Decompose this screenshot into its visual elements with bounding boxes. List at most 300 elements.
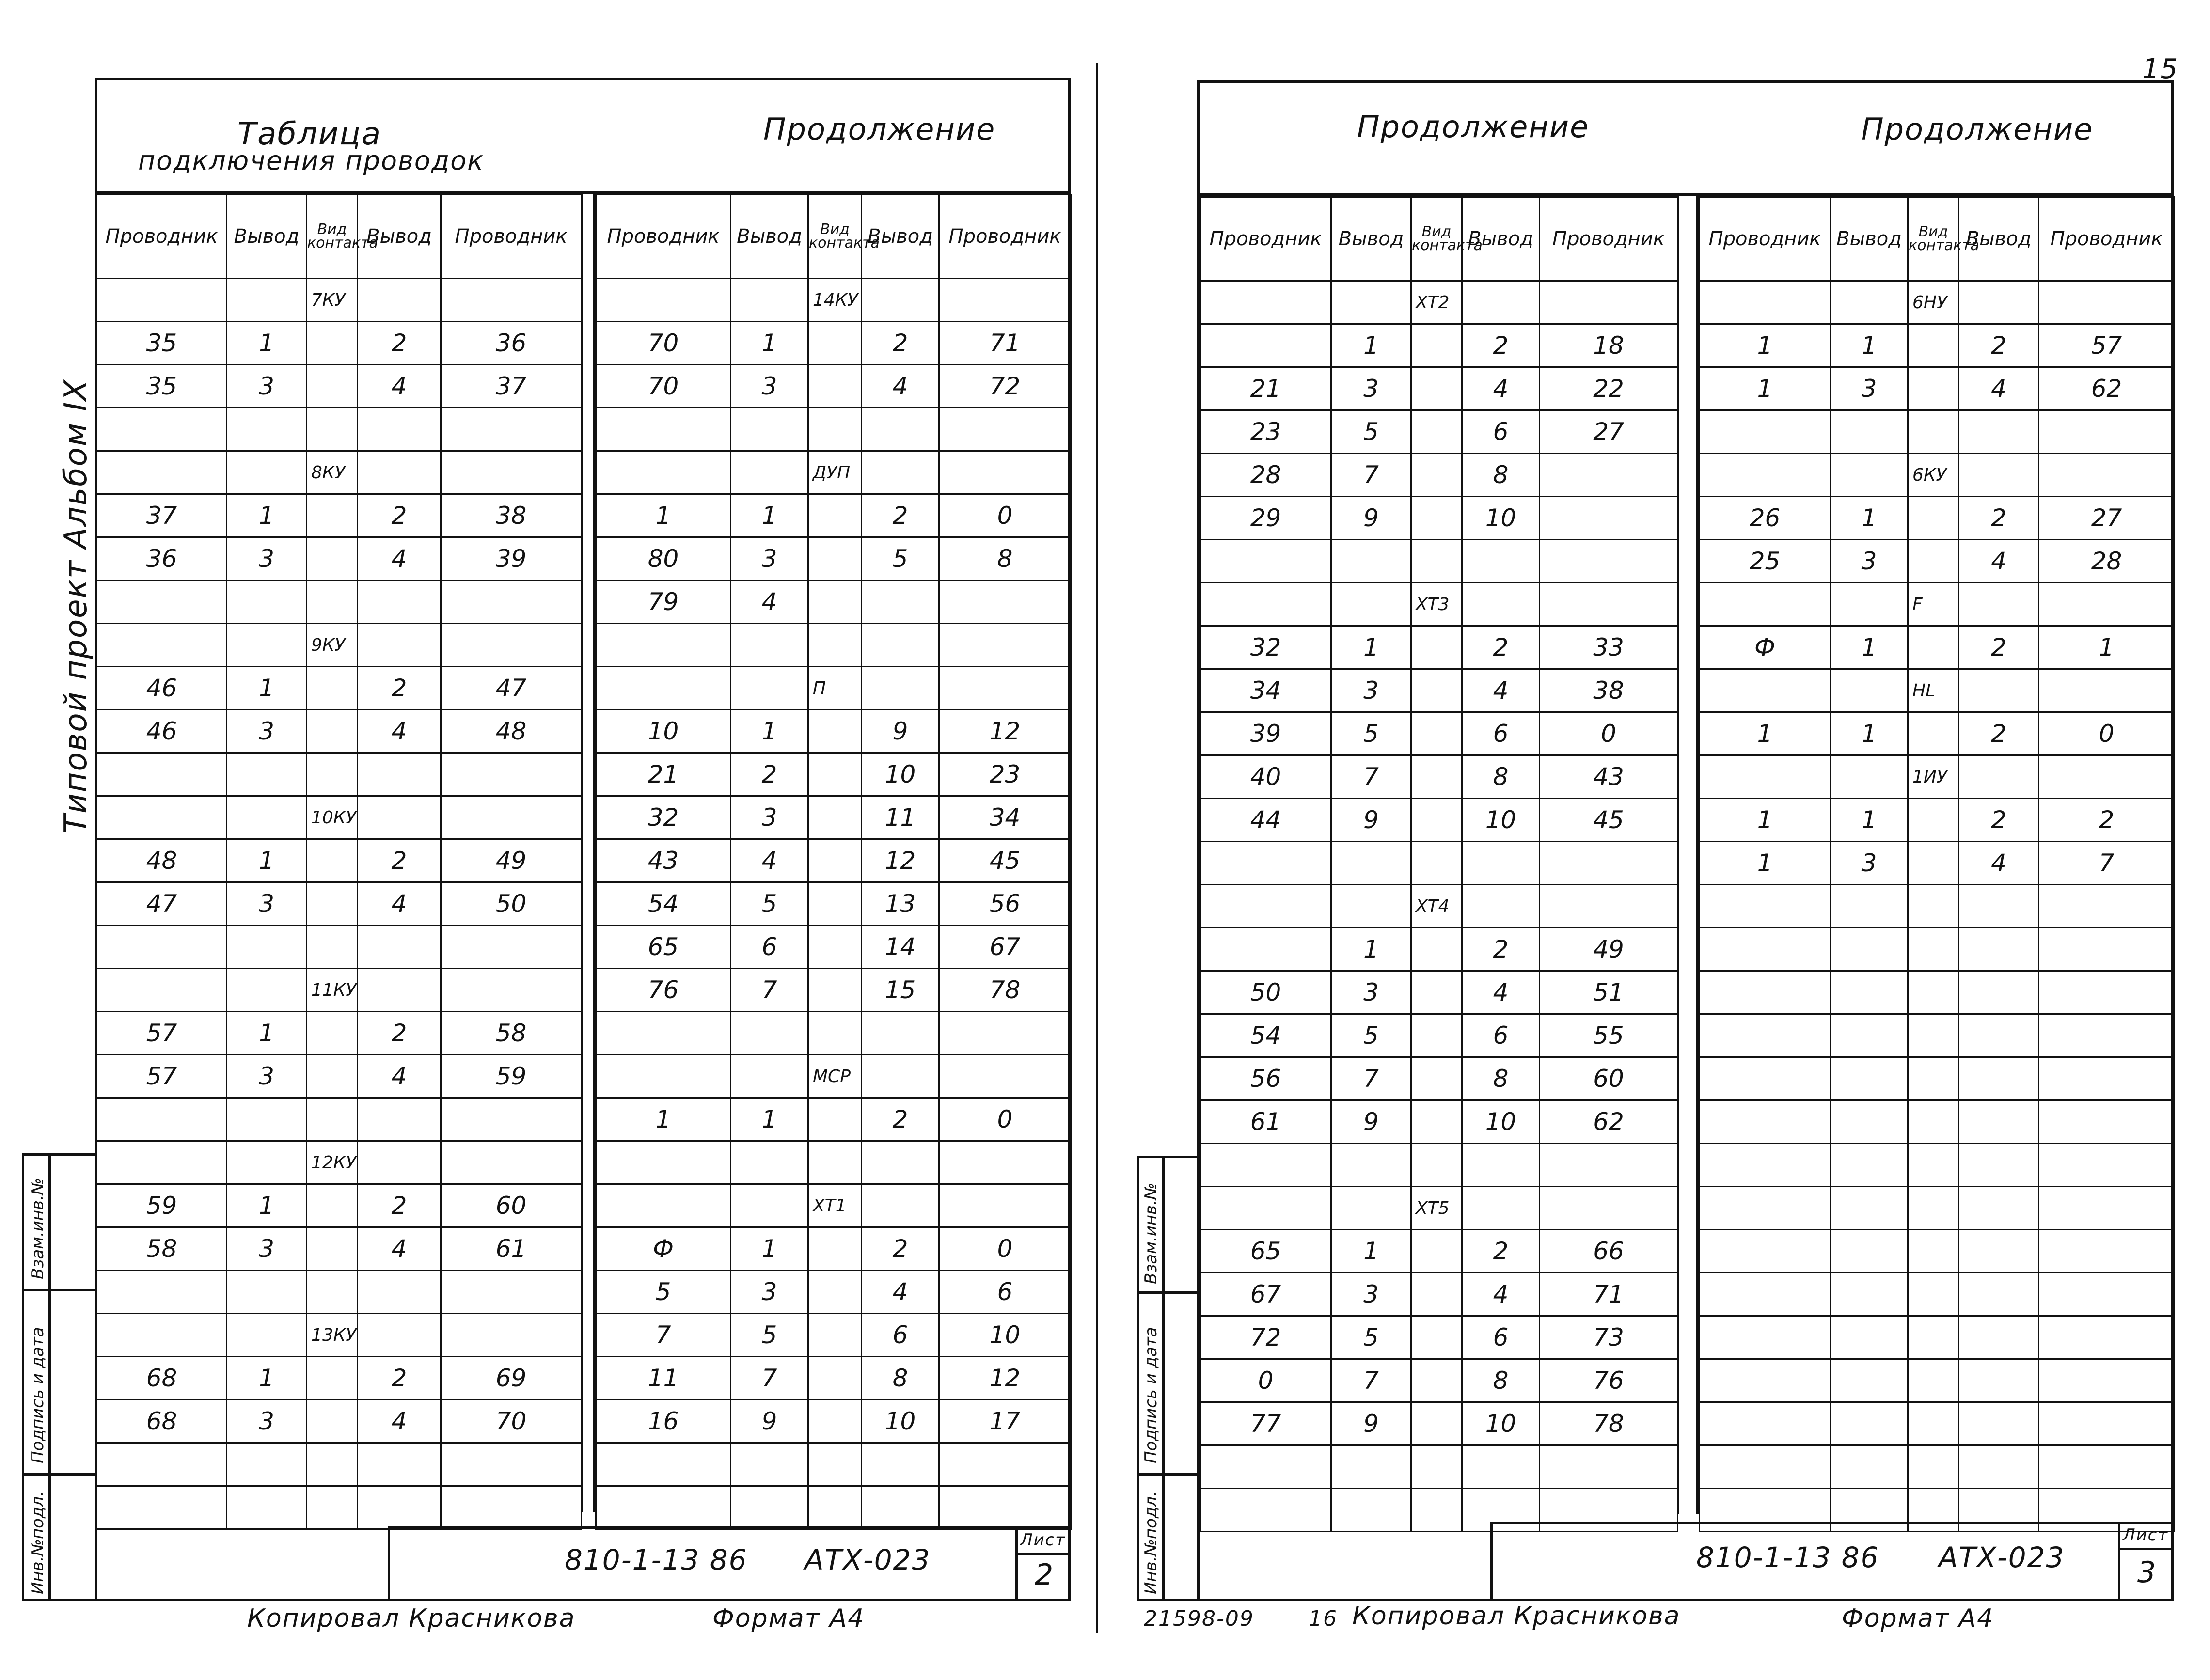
cell-pin-in: 9 — [731, 1400, 808, 1443]
cell-conductor-in: Ф — [596, 1227, 731, 1271]
cell-pin-in — [1831, 583, 1908, 626]
header-pin-in: Вывод — [1331, 197, 1411, 281]
table-row — [596, 1486, 1071, 1529]
table-row — [596, 365, 1071, 408]
table-row — [1700, 971, 2175, 1014]
cell-conductor-in: 1 — [1700, 324, 1831, 367]
cell-pin-out: 12 — [862, 839, 939, 882]
cell-pin-out — [1462, 281, 1540, 324]
cell-pin-in: 1 — [1831, 712, 1908, 755]
cell-conductor-out — [2039, 755, 2175, 799]
cell-pin-out: 4 — [358, 882, 441, 926]
left-margin-inv-no: Инв.№подл. — [28, 1491, 47, 1594]
cell-pin-out: 2 — [1959, 799, 2039, 842]
table-row — [1200, 1359, 1678, 1402]
cell-device — [307, 753, 358, 796]
table-row — [97, 753, 582, 796]
cell-pin-in — [1331, 540, 1411, 583]
cell-pin-out: 2 — [1959, 497, 2039, 540]
table-row — [596, 1443, 1071, 1486]
cell-device — [1908, 410, 1959, 454]
cell-conductor-in: 16 — [596, 1400, 731, 1443]
cell-conductor-in — [1200, 1445, 1331, 1489]
cell-conductor-in — [1200, 540, 1331, 583]
cell-pin-in: 3 — [731, 1271, 808, 1314]
cell-pin-in — [731, 1184, 808, 1227]
header-conductor-in: Проводник — [97, 195, 227, 279]
cell-conductor-out: 56 — [939, 882, 1071, 926]
cell-pin-in: 3 — [1331, 367, 1411, 410]
cell-pin-out: 8 — [1462, 1057, 1540, 1100]
cell-pin-out — [1959, 454, 2039, 497]
table-row — [1700, 669, 2175, 712]
cell-pin-in: 3 — [731, 796, 808, 839]
header-device: Вид контакта — [1908, 197, 1959, 281]
cell-pin-out — [862, 1055, 939, 1098]
table-row — [596, 1314, 1071, 1357]
cell-conductor-out: 37 — [441, 365, 582, 408]
cell-device — [1908, 1014, 1959, 1057]
cell-device — [808, 624, 862, 667]
cell-conductor-in — [596, 1486, 731, 1529]
table-row — [596, 1012, 1071, 1055]
table-row — [1700, 367, 2175, 410]
cell-pin-in — [1331, 885, 1411, 928]
cell-pin-in — [1831, 1359, 1908, 1402]
cell-pin-in — [1831, 971, 1908, 1014]
cell-pin-out: 2 — [358, 667, 441, 710]
table-row — [596, 624, 1071, 667]
cell-conductor-out — [1540, 454, 1678, 497]
cell-pin-out — [1462, 1445, 1540, 1489]
cell-conductor-in — [97, 624, 227, 667]
cell-conductor-out — [441, 581, 582, 624]
cell-device — [1411, 971, 1462, 1014]
cell-conductor-in: 68 — [97, 1400, 227, 1443]
table-row — [596, 537, 1071, 581]
cell-pin-out: 2 — [358, 494, 441, 537]
cell-conductor-out — [441, 1443, 582, 1486]
cell-conductor-in — [97, 969, 227, 1012]
header-pin-out: Вывод — [1959, 197, 2039, 281]
cell-conductor-out — [2039, 1187, 2175, 1230]
cell-conductor-out: 70 — [441, 1400, 582, 1443]
cell-conductor-out: 59 — [441, 1055, 582, 1098]
table-row — [1200, 712, 1678, 755]
cell-device — [307, 581, 358, 624]
cell-pin-in: 7 — [1331, 755, 1411, 799]
header-pin-in: Вывод — [227, 195, 307, 279]
cell-conductor-out — [939, 1486, 1071, 1529]
cell-pin-out — [862, 1012, 939, 1055]
left-margin-vzam: Взам.инв.№ — [28, 1178, 47, 1279]
cell-conductor-in — [97, 1443, 227, 1486]
cell-conductor-out: 0 — [939, 1227, 1071, 1271]
table-row — [1700, 1144, 2175, 1187]
cell-pin-out: 11 — [862, 796, 939, 839]
cell-conductor-in — [1200, 1144, 1331, 1187]
table-row — [97, 796, 582, 839]
cell-conductor-in: 40 — [1200, 755, 1331, 799]
cell-device — [808, 839, 862, 882]
cell-pin-out: 10 — [1462, 799, 1540, 842]
left-stamp-code: 810-1-13 86 — [565, 1543, 748, 1576]
cell-device — [1908, 1144, 1959, 1187]
table-row — [1200, 540, 1678, 583]
cell-conductor-in: 25 — [1700, 540, 1831, 583]
cell-pin-in: 7 — [731, 969, 808, 1012]
cell-device: НL — [1908, 669, 1959, 712]
cell-device — [1411, 410, 1462, 454]
cell-conductor-in — [1700, 1187, 1831, 1230]
cell-conductor-out: 12 — [939, 1357, 1071, 1400]
cell-pin-in: 1 — [731, 1098, 808, 1141]
cell-conductor-out — [2039, 971, 2175, 1014]
cell-device — [1411, 669, 1462, 712]
right-margin-vzam: Взам.инв.№ — [1141, 1182, 1161, 1284]
cell-pin-in: 7 — [1331, 1057, 1411, 1100]
cell-pin-out: 4 — [862, 1271, 939, 1314]
cell-pin-in: 3 — [1831, 540, 1908, 583]
header-conductor-out: Проводник — [441, 195, 582, 279]
cell-pin-in — [227, 969, 307, 1012]
cell-pin-in — [227, 1314, 307, 1357]
left-margin-sign-date: Подпись и дата — [28, 1327, 47, 1463]
table-row — [97, 926, 582, 969]
cell-conductor-in: 46 — [97, 710, 227, 753]
cell-pin-in — [1831, 885, 1908, 928]
table-row — [596, 1184, 1071, 1227]
right-sheet-number: 3 — [2137, 1555, 2157, 1589]
table-row — [1700, 885, 2175, 928]
cell-pin-out — [862, 279, 939, 322]
cell-conductor-out: 38 — [441, 494, 582, 537]
cell-pin-out — [358, 624, 441, 667]
cell-conductor-in — [596, 279, 731, 322]
cell-conductor-out: 7 — [2039, 842, 2175, 885]
cell-pin-in — [731, 279, 808, 322]
cell-conductor-out: 60 — [1540, 1057, 1678, 1100]
cell-conductor-out — [939, 1055, 1071, 1098]
table-row — [97, 710, 582, 753]
cell-conductor-out: 55 — [1540, 1014, 1678, 1057]
right-stamp-divider — [2118, 1522, 2120, 1601]
cell-conductor-in: 32 — [1200, 626, 1331, 669]
table-row — [97, 1098, 582, 1141]
cell-pin-in — [731, 408, 808, 451]
cell-device — [307, 1443, 358, 1486]
cell-conductor-in — [1700, 281, 1831, 324]
cell-conductor-in — [1700, 755, 1831, 799]
cell-conductor-in — [97, 796, 227, 839]
cell-conductor-in: 29 — [1200, 497, 1331, 540]
cell-conductor-in — [596, 1055, 731, 1098]
cell-conductor-out — [441, 969, 582, 1012]
cell-device — [307, 1184, 358, 1227]
cell-conductor-in — [1700, 1014, 1831, 1057]
cell-pin-in: 1 — [1331, 1230, 1411, 1273]
cell-conductor-in: 50 — [1200, 971, 1331, 1014]
cell-pin-in: 1 — [1831, 626, 1908, 669]
cell-pin-out: 2 — [1959, 712, 2039, 755]
table-row — [596, 882, 1071, 926]
table-row — [1200, 410, 1678, 454]
cell-pin-out — [1959, 755, 2039, 799]
table-row — [1200, 1187, 1678, 1230]
table-row — [596, 494, 1071, 537]
cell-conductor-in: 26 — [1700, 497, 1831, 540]
wiring-table-3 — [1200, 196, 1678, 1532]
table-row — [97, 1012, 582, 1055]
table-row — [596, 969, 1071, 1012]
cell-conductor-in: 46 — [97, 667, 227, 710]
cell-pin-in — [1831, 410, 1908, 454]
table-row — [97, 1314, 582, 1357]
cell-pin-in — [1331, 1187, 1411, 1230]
left-table-separator — [581, 194, 595, 1512]
cell-pin-in: 4 — [731, 839, 808, 882]
cell-pin-in: 3 — [731, 365, 808, 408]
table-row — [97, 1400, 582, 1443]
cell-pin-in — [1331, 583, 1411, 626]
table-row — [1200, 367, 1678, 410]
cell-device — [307, 1486, 358, 1529]
cell-conductor-in: 47 — [97, 882, 227, 926]
cell-conductor-in — [596, 1012, 731, 1055]
cell-conductor-out: 78 — [939, 969, 1071, 1012]
cell-pin-out: 2 — [862, 1098, 939, 1141]
cell-pin-out: 4 — [1959, 367, 2039, 410]
cell-pin-in: 5 — [1331, 712, 1411, 755]
cell-conductor-in — [97, 408, 227, 451]
cell-conductor-in — [97, 1314, 227, 1357]
cell-conductor-out — [441, 1486, 582, 1529]
cell-device: 6КУ — [1908, 454, 1959, 497]
cell-pin-out — [1959, 1316, 2039, 1359]
table-row — [1200, 454, 1678, 497]
cell-conductor-out: 60 — [441, 1184, 582, 1227]
cell-pin-out — [862, 667, 939, 710]
cell-conductor-in: 48 — [97, 839, 227, 882]
cell-pin-in: 2 — [731, 753, 808, 796]
cell-conductor-in: 58 — [97, 1227, 227, 1271]
table-row — [97, 451, 582, 494]
cell-device — [1908, 324, 1959, 367]
cell-device — [1908, 1057, 1959, 1100]
table-row — [1700, 928, 2175, 971]
cell-pin-out — [358, 451, 441, 494]
cell-device — [1908, 712, 1959, 755]
cell-pin-in — [731, 1055, 808, 1098]
cell-device — [808, 1443, 862, 1486]
cell-pin-out — [1959, 971, 2039, 1014]
cell-conductor-out — [1540, 1187, 1678, 1230]
cell-device: 9КУ — [307, 624, 358, 667]
cell-conductor-in: 36 — [97, 537, 227, 581]
cell-device — [808, 408, 862, 451]
cell-pin-out: 2 — [862, 322, 939, 365]
cell-pin-in — [227, 1271, 307, 1314]
header-pin-out: Вывод — [358, 195, 441, 279]
cell-pin-in — [1831, 1316, 1908, 1359]
table-row — [1700, 324, 2175, 367]
cell-device — [1908, 1445, 1959, 1489]
cell-pin-in: 7 — [1331, 454, 1411, 497]
cell-conductor-in: 68 — [97, 1357, 227, 1400]
cell-device: 7КУ — [307, 279, 358, 322]
cell-pin-in — [1331, 1144, 1411, 1187]
cell-conductor-out — [939, 667, 1071, 710]
cell-pin-in — [1831, 454, 1908, 497]
cell-device — [307, 1098, 358, 1141]
left-sheet-subtitle: подключения проводок — [138, 145, 484, 176]
table-row — [1700, 1100, 2175, 1144]
left-stamp-sheet-rule — [1015, 1553, 1071, 1555]
cell-pin-out: 8 — [1462, 1359, 1540, 1402]
cell-device — [307, 365, 358, 408]
table-row — [596, 1227, 1071, 1271]
cell-device — [307, 1400, 358, 1443]
cell-device — [1411, 1445, 1462, 1489]
cell-conductor-in — [1700, 885, 1831, 928]
table-row — [1700, 842, 2175, 885]
cell-pin-in: 4 — [731, 581, 808, 624]
table-row — [1200, 324, 1678, 367]
table-row — [596, 451, 1071, 494]
cell-conductor-in — [97, 926, 227, 969]
cell-pin-out — [862, 1486, 939, 1529]
cell-conductor-out: 0 — [2039, 712, 2175, 755]
cell-conductor-out: 23 — [939, 753, 1071, 796]
cell-conductor-out — [1540, 842, 1678, 885]
cell-pin-in: 1 — [1331, 626, 1411, 669]
right-footer-number: 21598-09 — [1144, 1606, 1254, 1631]
cell-conductor-in — [1700, 1316, 1831, 1359]
cell-conductor-in — [1200, 281, 1331, 324]
cell-pin-out — [1462, 1144, 1540, 1187]
cell-pin-out: 6 — [1462, 712, 1540, 755]
cell-conductor-out — [441, 408, 582, 451]
cell-conductor-out: 67 — [939, 926, 1071, 969]
cell-conductor-in — [1200, 1187, 1331, 1230]
cell-device — [307, 494, 358, 537]
table-row — [1200, 1014, 1678, 1057]
cell-device — [1411, 799, 1462, 842]
table-row — [1200, 1445, 1678, 1489]
cell-pin-out — [358, 1141, 441, 1184]
cell-pin-out — [862, 1141, 939, 1184]
header-device: Вид контакта — [808, 195, 862, 279]
cell-conductor-out — [2039, 1230, 2175, 1273]
cell-pin-in — [1831, 1273, 1908, 1316]
cell-conductor-out — [441, 1141, 582, 1184]
right-continuation-b: Продолжение — [1861, 111, 2094, 147]
cell-device — [808, 322, 862, 365]
table-row — [1700, 410, 2175, 454]
cell-pin-in — [227, 753, 307, 796]
table-row — [596, 581, 1071, 624]
cell-device: П — [808, 667, 862, 710]
cell-device — [1411, 1273, 1462, 1316]
table-row — [97, 322, 582, 365]
cell-pin-in: 1 — [227, 667, 307, 710]
cell-conductor-in: 57 — [97, 1012, 227, 1055]
right-footer-format: Формат А4 — [1842, 1604, 1994, 1633]
cell-conductor-in: 43 — [596, 839, 731, 882]
cell-pin-out: 10 — [1462, 1100, 1540, 1144]
cell-conductor-in — [97, 1271, 227, 1314]
left-margin-split — [48, 1153, 51, 1601]
cell-device — [307, 1055, 358, 1098]
cell-conductor-out — [2039, 1100, 2175, 1144]
cell-conductor-out — [2039, 1445, 2175, 1489]
cell-device — [808, 1314, 862, 1357]
cell-pin-in: 3 — [1831, 367, 1908, 410]
cell-conductor-in: 56 — [1200, 1057, 1331, 1100]
header-conductor-in: Проводник — [1200, 197, 1331, 281]
cell-conductor-out: 27 — [1540, 410, 1678, 454]
cell-conductor-out: 10 — [939, 1314, 1071, 1357]
cell-pin-in — [1331, 281, 1411, 324]
cell-pin-in — [227, 1098, 307, 1141]
cell-conductor-in — [1700, 1445, 1831, 1489]
cell-conductor-out — [1540, 1445, 1678, 1489]
header-pin-in: Вывод — [1831, 197, 1908, 281]
cell-conductor-out: 58 — [441, 1012, 582, 1055]
cell-conductor-in: 5 — [596, 1271, 731, 1314]
cell-pin-in: 9 — [1331, 1100, 1411, 1144]
table-row — [97, 1443, 582, 1486]
cell-conductor-in — [97, 1486, 227, 1529]
cell-device — [1908, 626, 1959, 669]
cell-pin-in — [731, 451, 808, 494]
cell-pin-out — [358, 753, 441, 796]
cell-pin-out — [1462, 1187, 1540, 1230]
cell-conductor-out: 1 — [2039, 626, 2175, 669]
cell-conductor-out: 49 — [441, 839, 582, 882]
cell-device — [1411, 1144, 1462, 1187]
cell-conductor-in — [596, 1141, 731, 1184]
left-side-caption: Типовой проект Альбом IX — [58, 378, 94, 833]
cell-conductor-in: 61 — [1200, 1100, 1331, 1144]
cell-conductor-out: 2 — [2039, 799, 2175, 842]
cell-device — [1411, 1316, 1462, 1359]
cell-pin-out — [1959, 281, 2039, 324]
left-margin-rule-1 — [22, 1289, 97, 1291]
cell-conductor-out: 45 — [1540, 799, 1678, 842]
cell-conductor-out — [2039, 454, 2175, 497]
right-footer-page: 16 — [1309, 1606, 1338, 1631]
cell-conductor-out — [2039, 928, 2175, 971]
cell-device — [808, 969, 862, 1012]
right-stamp-doc: АТХ-023 — [1939, 1541, 2065, 1574]
cell-conductor-in: 23 — [1200, 410, 1331, 454]
cell-pin-out: 15 — [862, 969, 939, 1012]
cell-conductor-in: 77 — [1200, 1402, 1331, 1445]
table-row — [1200, 669, 1678, 712]
cell-pin-out: 5 — [862, 537, 939, 581]
cell-conductor-in — [97, 753, 227, 796]
table-row — [1700, 755, 2175, 799]
cell-conductor-in: 39 — [1200, 712, 1331, 755]
cell-pin-out: 4 — [1959, 540, 2039, 583]
cell-pin-out: 2 — [1959, 324, 2039, 367]
cell-pin-in: 1 — [731, 322, 808, 365]
cell-pin-in — [731, 1486, 808, 1529]
cell-conductor-out: 62 — [1540, 1100, 1678, 1144]
cell-conductor-in: Ф — [1700, 626, 1831, 669]
cell-pin-in: 3 — [227, 1055, 307, 1098]
